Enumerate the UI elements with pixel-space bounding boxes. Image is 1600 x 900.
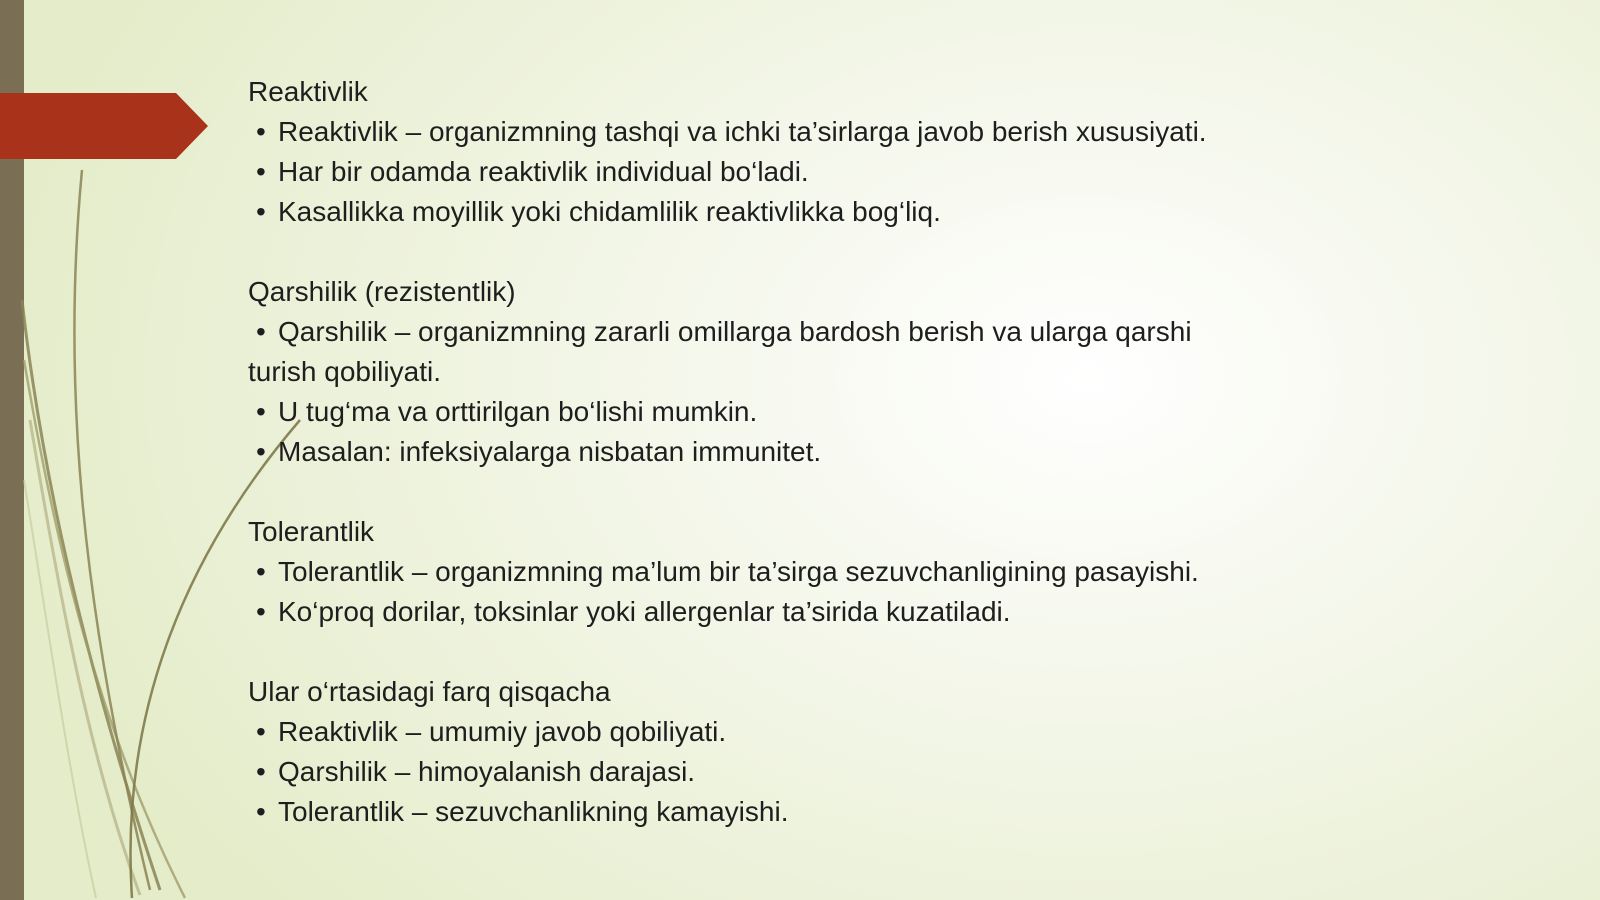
section-title: Tolerantlik [248,516,375,547]
bullet-item: • Reaktivlik – organizmning tashqi va ichki ta’sirlarga javob berish xususiyati. [248,112,1448,152]
decorative-curve-3 [30,420,140,895]
bullet-item: • U tug‘ma va orttirilgan bo‘lishi mumkin. [248,392,1448,432]
section-tolerantlik [248,512,1448,632]
bullet-item: • Masalan: infeksiyalarga nisbatan immunitet. [248,432,1448,472]
bullet-list [248,312,1448,472]
bullet-list [248,712,1448,832]
bullet-line-continuation: turish qobiliyati. [248,356,441,387]
section-title: Reaktivlik [248,76,368,107]
section-title: Qarshilik (rezistentlik) [248,276,516,307]
section-farq [248,672,1448,832]
bullet-line: Qarshilik – organizmning zararli omillarga bardosh berish va ularga qarshi [278,316,1192,347]
bullet-item: • Reaktivlik – umumiy javob qobiliyati. [248,712,1448,752]
bullet-item-wrapped [248,312,1358,392]
bullet-list [248,552,1448,632]
bullet-item: • Tolerantlik – sezuvchanlikning kamayishi. [248,792,1448,832]
bullet-item: • Tolerantlik – organizmning ma’lum bir ta’sirga sezuvchanligining pasayishi. [248,552,1448,592]
bullet-item: • Kasallikka moyillik yoki chidamlilik reaktivlikka bog‘liq. [248,192,1448,232]
bullet-list [248,112,1448,232]
section-qarshilik [248,272,1448,472]
decorative-curve-4 [74,170,150,890]
slide-content [248,72,1448,872]
bullet-item: • Ko‘proq dorilar, toksinlar yoki allergenlar ta’sirida kuzatiladi. [248,592,1448,632]
section-reaktivlik [248,72,1448,232]
bullet-item: • Qarshilik – himoyalanish darajasi. [248,752,1448,792]
bullet-item: • Har bir odamda reaktivlik individual bo‘ladi. [248,152,1448,192]
red-arrow-banner [0,93,208,159]
section-title: Ular o‘rtasidagi farq qisqacha [248,676,611,707]
